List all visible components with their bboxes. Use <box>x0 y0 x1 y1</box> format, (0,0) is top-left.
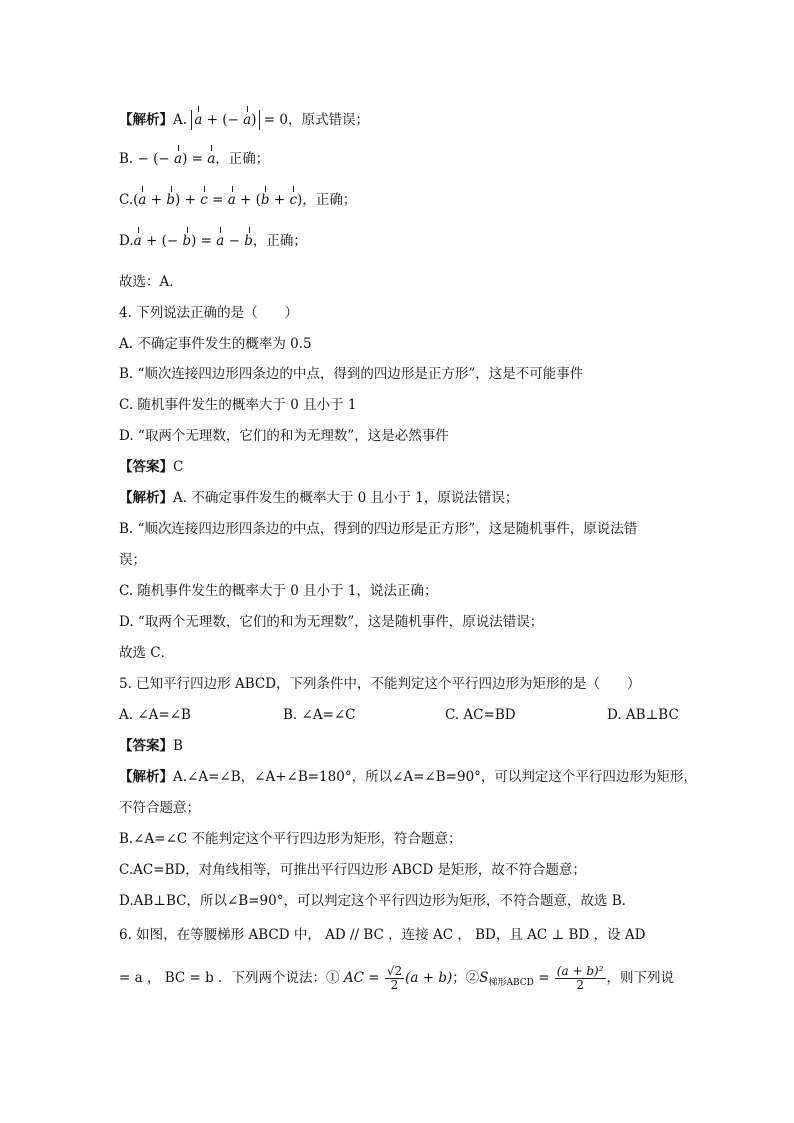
question-4-option-a: A. 不确定事件发生的概率为 0.5 <box>119 336 312 352</box>
vector-expression: a + (− a) <box>191 110 259 130</box>
question-5-option-d: D. AB⊥BC <box>607 707 679 723</box>
conclusion-line: 故选：A． <box>119 274 183 290</box>
question-5-option-a: A. ∠A=∠B <box>119 707 191 723</box>
vector-expression: (a + b) + c = a + (b + c) <box>133 192 303 208</box>
fraction-area: $\frac{\text{(a + b)²}}{2}$ <box>556 964 604 992</box>
question-6-cont: = a ， BC = b ．下列两个说法：① AC = $\frac{√2}{2}$ (a + b)；$②S_{梯形ABCD}$ = $\frac{\text{(a + b)²}}{2}$ ，则下列说 <box>119 964 674 992</box>
explanation-5-a: 【解析】A.∠A=∠B，∠A+∠B=180°，所以∠A=∠B=90°，可以判定这个平行四边形为矩形， <box>119 769 697 785</box>
question-6: 6. 如图，在等腰梯形 ABCD 中， AD // BC ，连接 AC ， BD，且 AC ⊥ BD ，设 AD <box>119 927 646 943</box>
explanation-4-c: C. 随机事件发生的概率大于 0 且小于 1，说法正确； <box>119 583 438 599</box>
explanation-5-d: D.AB⊥BC，所以∠B=90°，可以判定这个平行四边形为矩形，不符合题意，故选 B． <box>119 893 636 909</box>
explanation-line-d: D.a + (− b) = a − b，正确； <box>119 233 307 249</box>
question-5-option-c: C. AC=BD <box>445 707 516 723</box>
question-5-options <box>119 705 699 725</box>
question-4: 4. 下列说法正确的是（ ） <box>119 305 299 321</box>
explanation-5-b: B.∠A=∠C 不能判定这个平行四边形为矩形，符合题意； <box>119 831 462 847</box>
answer-4: 【答案】C <box>119 459 184 475</box>
question-4-option-c: C. 随机事件发生的概率大于 0 且小于 1 <box>119 397 357 413</box>
fraction-sqrt2-over-2: $\frac{√2}{2}$ <box>386 964 403 992</box>
explanation-4-b-cont: 误； <box>119 552 146 568</box>
question-5: 5. 已知平行四边形 ABCD，下列条件中，不能判定这个平行四边形为矩形的是（ ） <box>119 676 641 692</box>
explanation-4-b: B. “顺次连接四边形四条边的中点，得到的四边形是正方形”，这是随机事件，原说法错 <box>119 521 638 537</box>
explanation-5-c: C.AC=BD，对角线相等，可推出平行四边形 ABCD 是矩形，故不符合题意； <box>119 862 586 878</box>
explanation-line-b: B. − (− a) = a，正确； <box>119 151 270 167</box>
question-4-option-d: D. “取两个无理数，它们的和为无理数”，这是必然事件 <box>119 428 449 444</box>
explanation-4-d: D. “取两个无理数，它们的和为无理数”，这是随机事件，原说法错误； <box>119 614 544 630</box>
explanation-4-a: 【解析】A. 不确定事件发生的概率大于 0 且小于 1，原说法错误； <box>119 490 519 506</box>
explanation-line-a: 【解析】A. a + (− a) = 0，原式错误； <box>119 112 369 128</box>
explanation-line-c: C.(a + b) + c = a + (b + c)，正确； <box>119 192 357 208</box>
vector-expression: a + (− b) = a − b <box>133 233 253 249</box>
explanation-5-a-cont: 不符合题意； <box>119 800 200 816</box>
question-4-option-b: B. “顺次连接四边形四条边的中点，得到的四边形是正方形”，这是不可能事件 <box>119 366 584 382</box>
vector-expression: − (− a) = a <box>137 151 216 167</box>
explanation-4-conclusion: 故选 C． <box>119 645 175 661</box>
question-5-option-b: B. ∠A=∠C <box>283 707 356 723</box>
answer-5: 【答案】B <box>119 738 183 754</box>
